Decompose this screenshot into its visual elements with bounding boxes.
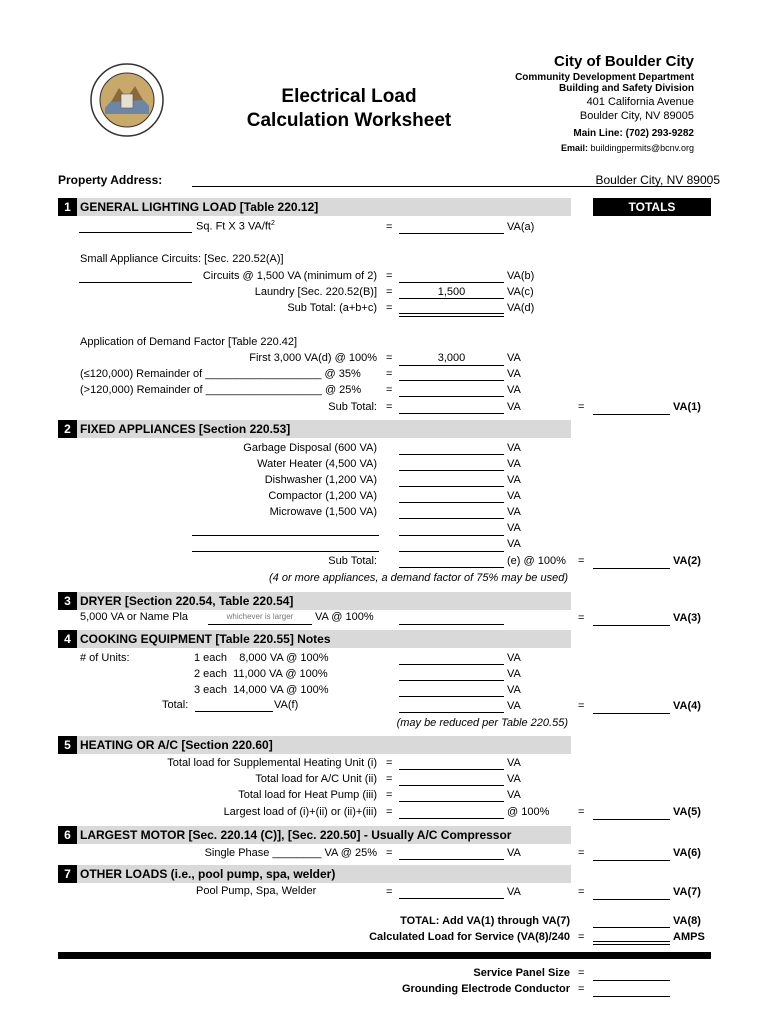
- va-label: VA: [507, 847, 521, 859]
- section-2-number: 2: [58, 420, 77, 438]
- section-5-bar: [58, 736, 571, 754]
- section-4-number: 4: [58, 630, 77, 648]
- eq: =: [578, 847, 585, 859]
- total-label: TOTAL: Add VA(1) through VA(7): [400, 915, 570, 927]
- dryer-hint: whichever is larger: [226, 612, 294, 621]
- va-label: VA: [507, 757, 521, 769]
- dept-name: Community Development Department: [515, 72, 694, 83]
- remainder-25-input[interactable]: [399, 396, 504, 397]
- subtotal-1-input[interactable]: [399, 413, 504, 414]
- eq: =: [386, 352, 393, 364]
- va-d-label: VA(d): [507, 302, 535, 314]
- service-panel-label: Service Panel Size: [473, 967, 570, 979]
- va1-label: VA(1): [673, 401, 701, 413]
- va-label: VA: [507, 522, 521, 534]
- section-1-bar: [58, 198, 571, 216]
- dryer-nameplate-input[interactable]: [208, 624, 312, 625]
- pct-100-label: @ 100%: [507, 806, 550, 818]
- eq: =: [386, 368, 393, 380]
- va3-input[interactable]: [593, 625, 670, 626]
- va6-input[interactable]: [593, 860, 670, 861]
- compactor-label: Compactor (1,200 VA): [268, 490, 377, 502]
- va-label: VA: [507, 684, 521, 696]
- va-b-input[interactable]: [399, 282, 504, 283]
- eq: =: [578, 806, 585, 818]
- cooking-1-each-label: 1 each 8,000 VA @ 100%: [194, 652, 329, 664]
- eq: =: [578, 401, 585, 413]
- va-label: VA: [507, 773, 521, 785]
- va-label: VA: [507, 668, 521, 680]
- other-appliance-1-input[interactable]: [399, 535, 504, 536]
- eq: =: [386, 221, 393, 233]
- va-d-input[interactable]: [399, 313, 504, 317]
- microwave-label: Microwave (1,500 VA): [269, 506, 377, 518]
- demand-factor-label: Application of Demand Factor [Table 220.42]: [80, 336, 298, 348]
- totals-header: TOTALS: [593, 198, 711, 216]
- garbage-disposal-label: Garbage Disposal (600 VA): [243, 442, 377, 454]
- remainder-25-label: (>120,000) Remainder of ___________________ @ 25%: [80, 384, 362, 396]
- divider-bar: [58, 952, 711, 959]
- va-label: VA: [507, 458, 521, 470]
- va3-label: VA(3): [673, 612, 701, 624]
- section-3-bar: [58, 592, 571, 610]
- garbage-disposal-input[interactable]: [399, 454, 504, 455]
- single-phase-label: Single Phase ________ VA @ 25%: [204, 847, 377, 859]
- va2-input[interactable]: [593, 568, 670, 569]
- first-3000-value: 3,000: [437, 352, 466, 364]
- va5-label: VA(5): [673, 806, 701, 818]
- address-line-2: Boulder City, NV 89005: [579, 110, 694, 122]
- cooking-total-label: Total:: [162, 699, 189, 711]
- va-a-input[interactable]: [399, 233, 504, 234]
- dryer-label: 5,000 VA or Name Pla: [80, 611, 189, 623]
- eq: =: [386, 789, 393, 801]
- va-label: VA: [507, 789, 521, 801]
- va-label: VA: [507, 490, 521, 502]
- other-appliance-2-name[interactable]: [192, 551, 379, 552]
- cooking-1-input[interactable]: [399, 664, 504, 665]
- supplemental-heating-input[interactable]: [399, 769, 504, 770]
- subtotal-1-label: Sub Total:: [328, 401, 377, 413]
- heat-pump-input[interactable]: [399, 801, 504, 802]
- va-label: VA: [507, 886, 521, 898]
- section-3-number: 3: [58, 592, 77, 610]
- va-label: VA: [507, 442, 521, 454]
- cooking-note: (may be reduced per Table 220.55): [396, 717, 568, 729]
- property-address-value[interactable]: Boulder City, NV 89005: [595, 173, 720, 187]
- dishwasher-input[interactable]: [399, 486, 504, 487]
- section-7-title: OTHER LOADS (i.e., pool pump, spa, welder): [80, 867, 336, 881]
- calc-load-label: Calculated Load for Service (VA(8)/240: [369, 931, 570, 943]
- laundry-label: Laundry [Sec. 220.52(B)]: [254, 286, 377, 298]
- va-b-label: VA(b): [507, 270, 535, 282]
- units-label: # of Units:: [80, 652, 130, 664]
- microwave-input[interactable]: [399, 518, 504, 519]
- va-label: VA: [507, 352, 521, 364]
- address-line-1: 401 California Avenue: [586, 96, 694, 108]
- eq: =: [386, 401, 393, 413]
- eq: =: [386, 384, 393, 396]
- compactor-input[interactable]: [399, 502, 504, 503]
- amps-label: AMPS: [673, 931, 705, 943]
- eq: =: [578, 555, 585, 567]
- va-label: VA: [507, 474, 521, 486]
- small-appliance-label: Small Appliance Circuits: [Sec. 220.52(A)]: [80, 253, 284, 265]
- heat-pump-label: Total load for Heat Pump (iii): [238, 789, 377, 801]
- cooking-3-input[interactable]: [399, 696, 504, 697]
- section-1-title: GENERAL LIGHTING LOAD [Table 220.12]: [80, 200, 319, 214]
- first-line: [399, 365, 504, 366]
- sqft-label: Sq. Ft X 3 $VA/ft^2$: [196, 220, 275, 233]
- section-1-number: 1: [58, 198, 77, 216]
- demand-factor-note: (4 or more appliances, a demand factor of 75% may be used): [269, 572, 568, 584]
- largest-load-label: Largest load of (i)+(ii) or (ii)+(iii): [223, 806, 377, 818]
- va-label: VA: [507, 401, 521, 413]
- city-name: City of Boulder City: [553, 53, 694, 70]
- title-line-2: Calculation Worksheet: [246, 110, 452, 131]
- section-6-number: 6: [58, 826, 77, 844]
- cooking-result-input[interactable]: [399, 712, 504, 713]
- eq: =: [578, 612, 585, 624]
- section-4-title: COOKING EQUIPMENT [Table 220.55] Notes: [80, 632, 331, 646]
- subtotal-2-input[interactable]: [399, 567, 504, 568]
- va-label: VA: [507, 538, 521, 550]
- eq: =: [578, 886, 585, 898]
- laundry-value[interactable]: 1,500: [437, 286, 466, 298]
- va-label: VA: [507, 652, 521, 664]
- email-line: Email: buildingpermits@bcnv.org: [560, 143, 694, 153]
- water-heater-label: Water Heater (4,500 VA): [257, 458, 377, 470]
- grounding-input[interactable]: [593, 996, 670, 997]
- section-7-bar: [58, 865, 571, 883]
- va-c-label: VA(c): [507, 286, 534, 298]
- eq: =: [578, 967, 585, 979]
- first-3000-label: First 3,000 VA(d) @ 100%: [249, 352, 377, 364]
- pool-pump-input[interactable]: [399, 898, 504, 899]
- va5-input[interactable]: [593, 819, 670, 820]
- subtotal-abc-label: Sub Total: (a+b+c): [287, 302, 377, 314]
- cooking-3-each-label: 3 each 14,000 VA @ 100%: [194, 684, 329, 696]
- section-3-title: DRYER [Section 220.54, Table 220.54]: [80, 594, 294, 608]
- va4-input[interactable]: [593, 713, 670, 714]
- circuits-input[interactable]: [79, 282, 192, 283]
- va4-label: VA(4): [673, 700, 701, 712]
- grounding-label: Grounding Electrode Conductor: [401, 983, 570, 995]
- eq: =: [386, 757, 393, 769]
- subtotal-2-label: Sub Total:: [328, 555, 377, 567]
- service-panel-input[interactable]: [593, 980, 670, 981]
- section-7-number: 7: [58, 865, 77, 883]
- other-appliance-2-input[interactable]: [399, 551, 504, 552]
- sqft-input[interactable]: [79, 232, 192, 233]
- va-label: VA: [507, 700, 521, 712]
- eq: =: [386, 286, 393, 298]
- amps-input[interactable]: [593, 941, 670, 945]
- eq: =: [386, 886, 393, 898]
- division-name: Building and Safety Division: [558, 83, 694, 94]
- section-5-number: 5: [58, 736, 77, 754]
- dryer-input[interactable]: [399, 624, 504, 625]
- largest-load-input[interactable]: [399, 818, 504, 819]
- eq: =: [386, 806, 393, 818]
- va-label: VA: [507, 506, 521, 518]
- va-label: VA: [507, 368, 521, 380]
- section-2-title: FIXED APPLIANCES [Section 220.53]: [80, 422, 291, 436]
- va6-label: VA(6): [673, 847, 701, 859]
- circuits-label: Circuits @ 1,500 VA (minimum of 2): [202, 270, 377, 282]
- title-line-1: Electrical Load: [281, 86, 417, 107]
- other-appliance-1-name[interactable]: [192, 535, 379, 536]
- eq: =: [386, 773, 393, 785]
- eq: =: [386, 847, 393, 859]
- cooking-2-each-label: 2 each 11,000 VA @ 100%: [194, 668, 328, 680]
- cooking-2-input[interactable]: [399, 680, 504, 681]
- va7-input[interactable]: [593, 899, 670, 900]
- remainder-35-input[interactable]: [399, 380, 504, 381]
- va-label: VA: [507, 384, 521, 396]
- e-100-label: (e) @ 100%: [507, 555, 566, 567]
- section-4-bar: [58, 630, 571, 648]
- section-6-title: LARGEST MOTOR [Sec. 220.14 (C)], [Sec. 220.50] - Usually A/C Compressor: [80, 828, 512, 842]
- eq: =: [578, 700, 585, 712]
- dryer-va-label: VA @ 100%: [315, 611, 374, 623]
- supplemental-heating-label: Total load for Supplemental Heating Unit (i): [167, 757, 377, 769]
- laundry-line: [399, 298, 504, 299]
- single-phase-input[interactable]: [399, 859, 504, 860]
- va8-input[interactable]: [593, 927, 670, 928]
- va8-label: VA(8): [673, 915, 701, 927]
- eq: =: [386, 302, 393, 314]
- city-seal: [85, 62, 169, 138]
- eq: =: [386, 270, 393, 282]
- va2-label: VA(2): [673, 555, 701, 567]
- va-a-label: VA(a): [507, 221, 535, 233]
- eq: =: [578, 931, 585, 943]
- ac-unit-label: Total load for A/C Unit (ii): [255, 773, 377, 785]
- section-6-bar: [58, 826, 571, 844]
- section-2-bar: [58, 420, 571, 438]
- remainder-35-label: (≤120,000) Remainder of ___________________ @ 35%: [80, 368, 361, 380]
- pool-pump-label: Pool Pump, Spa, Welder: [196, 885, 317, 897]
- va7-label: VA(7): [673, 886, 701, 898]
- eq: =: [578, 983, 585, 995]
- ac-unit-input[interactable]: [399, 785, 504, 786]
- va-f-label: VA(f): [274, 699, 299, 711]
- main-line: Main Line: (702) 293-9282: [573, 128, 694, 139]
- va1-input[interactable]: [593, 414, 670, 415]
- section-5-title: HEATING OR A/C [Section 220.60]: [80, 738, 273, 752]
- water-heater-input[interactable]: [399, 470, 504, 471]
- cooking-total-input[interactable]: [195, 711, 273, 712]
- property-address-label: Property Address:: [58, 173, 163, 187]
- dishwasher-label: Dishwasher (1,200 VA): [264, 474, 377, 486]
